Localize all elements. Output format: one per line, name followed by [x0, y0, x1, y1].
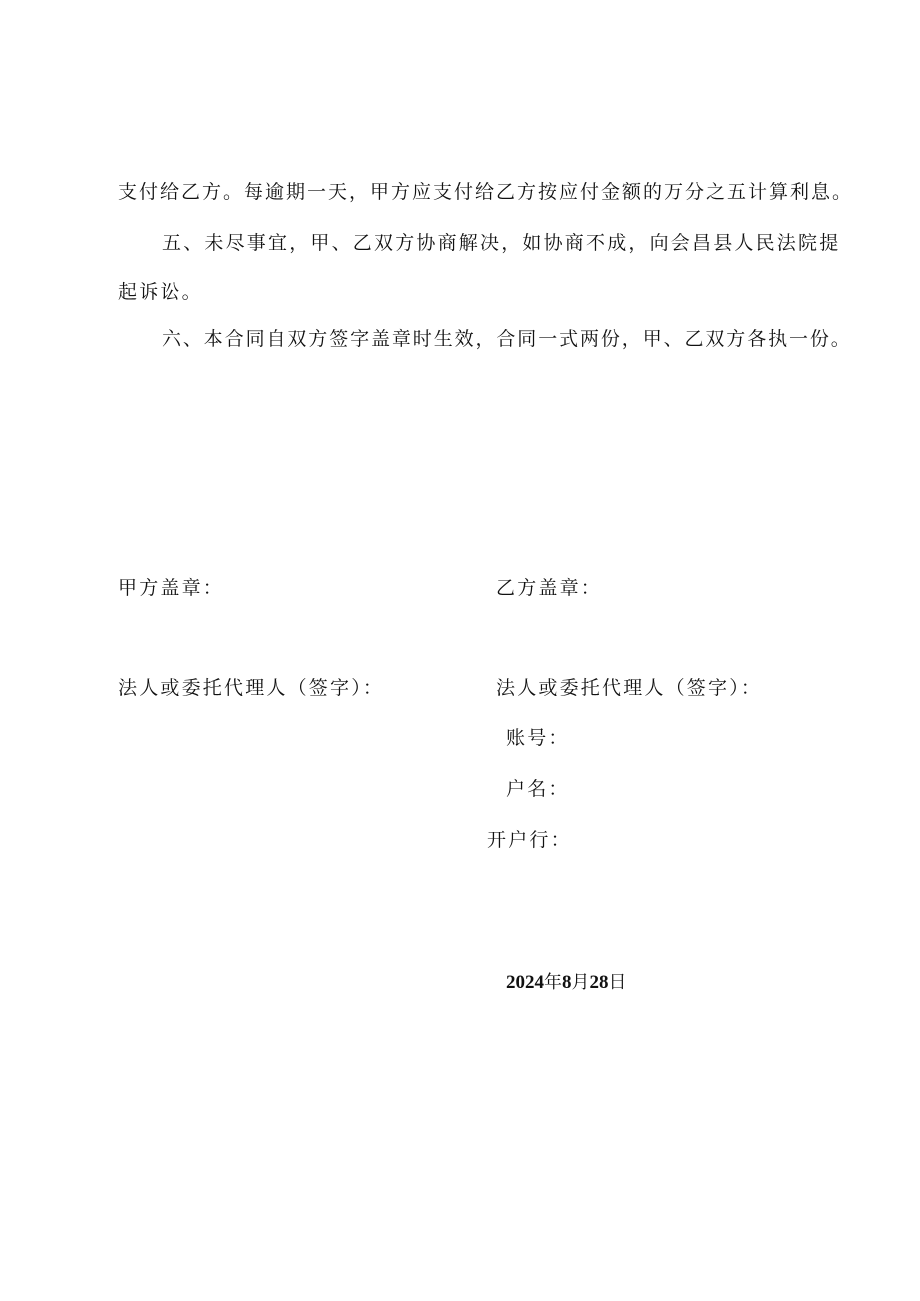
account-name-label: 户名： [506, 778, 570, 800]
account-number-label: 账号： [506, 727, 570, 749]
date-day-char: 日 [608, 972, 627, 993]
bank-label: 开户行： [487, 829, 572, 851]
party-b-representative-label: 法人或委托代理人（签字）： [496, 677, 763, 699]
date-year: 2024 [506, 972, 544, 993]
party-a-representative-label: 法人或委托代理人（签字）： [118, 677, 385, 699]
paragraph-dispute-resolution: 五、未尽事宜，甲、乙双方协商解决，如协商不成，向会昌县人民法院提 [162, 232, 841, 254]
date-day: 28 [589, 972, 609, 993]
date-year-char: 年 [544, 972, 562, 993]
paragraph-payment-interest: 支付给乙方。每逾期一天，甲方应支付给乙方按应付金额的万分之五计算利息。 [118, 181, 854, 203]
paragraph-effectiveness: 六、本合同自双方签字盖章时生效，合同一式两份，甲、乙双方各执一份。 [162, 328, 852, 350]
date-month: 8 [562, 972, 572, 993]
party-b-seal-label: 乙方盖章： [496, 577, 603, 599]
party-a-seal-label: 甲方盖章： [118, 577, 225, 599]
paragraph-dispute-resolution-cont: 起诉讼。 [118, 281, 203, 303]
date-month-char: 月 [571, 972, 590, 993]
contract-date [506, 970, 627, 995]
